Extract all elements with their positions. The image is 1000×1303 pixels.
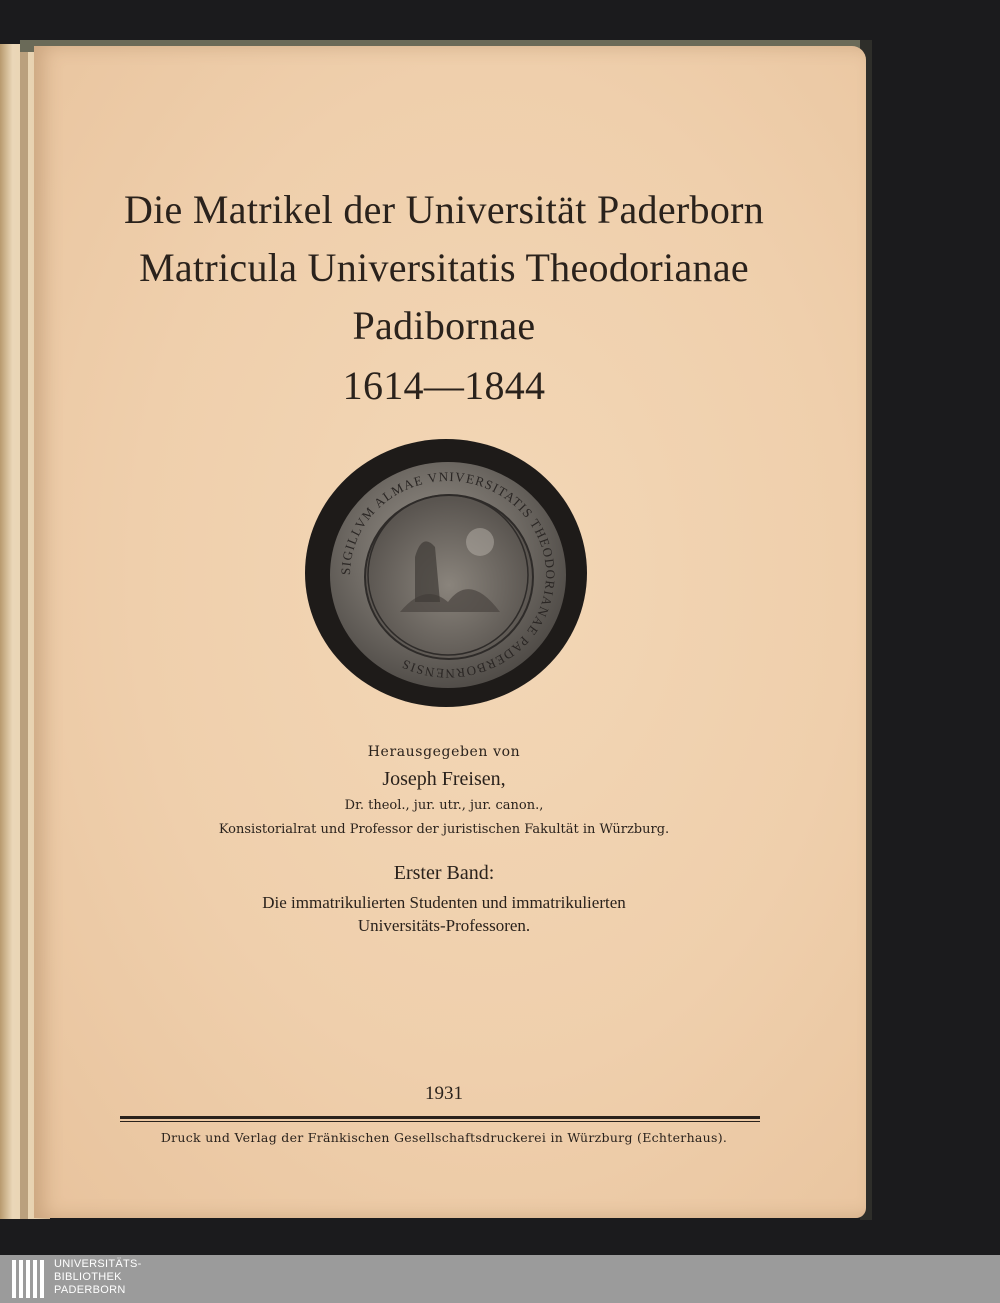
library-name-line-1: UNIVERSITÄTS-: [54, 1258, 142, 1270]
editor-intro: Herausgegeben von: [367, 744, 521, 760]
seal-legend-text: SIGILLVM ALMAE VNIVERSITATIS THEODORIANAE PADERBORNENSIS: [337, 468, 559, 682]
editor-name: Joseph Freisen,: [382, 768, 506, 790]
title-line-3: Padibornae: [352, 303, 536, 348]
imprint: Druck und Verlag der Fränkischen Gesellschaftsdruckerei in Würzburg (Echterhaus).: [160, 1130, 728, 1145]
title-line-1: Die Matrikel der Universität Paderborn: [123, 187, 765, 232]
library-footer: [0, 1255, 1000, 1303]
volume-label: Erster Band:: [393, 862, 495, 884]
library-name-line-3: PADERBORN: [54, 1284, 126, 1296]
editor-degrees: Dr. theol., jur. utr., jur. canon.,: [344, 798, 544, 813]
library-name-line-2: BIBLIOTHEK: [54, 1271, 122, 1283]
imprint-rule-thin: [120, 1121, 760, 1122]
seal-legend-ring: [330, 462, 566, 688]
volume-description-line-1: Die immatrikulierten Studenten und immatrikulierten: [262, 893, 626, 912]
svg-text:SIGILLVM ALMAE VNIVERSITATIS T: [338, 469, 558, 681]
title-line-2: Matricula Universitatis Theodorianae: [139, 245, 749, 290]
volume-description-line-2: Universitäts-Professoren.: [357, 916, 531, 935]
publication-year: 1931: [425, 1083, 463, 1104]
title-years: 1614—1844: [342, 363, 546, 408]
editor-position: Konsistorialrat und Professor der juristischen Fakultät in Würzburg.: [218, 822, 670, 837]
library-logo-icon: [10, 1256, 50, 1302]
imprint-rule: [120, 1116, 760, 1119]
